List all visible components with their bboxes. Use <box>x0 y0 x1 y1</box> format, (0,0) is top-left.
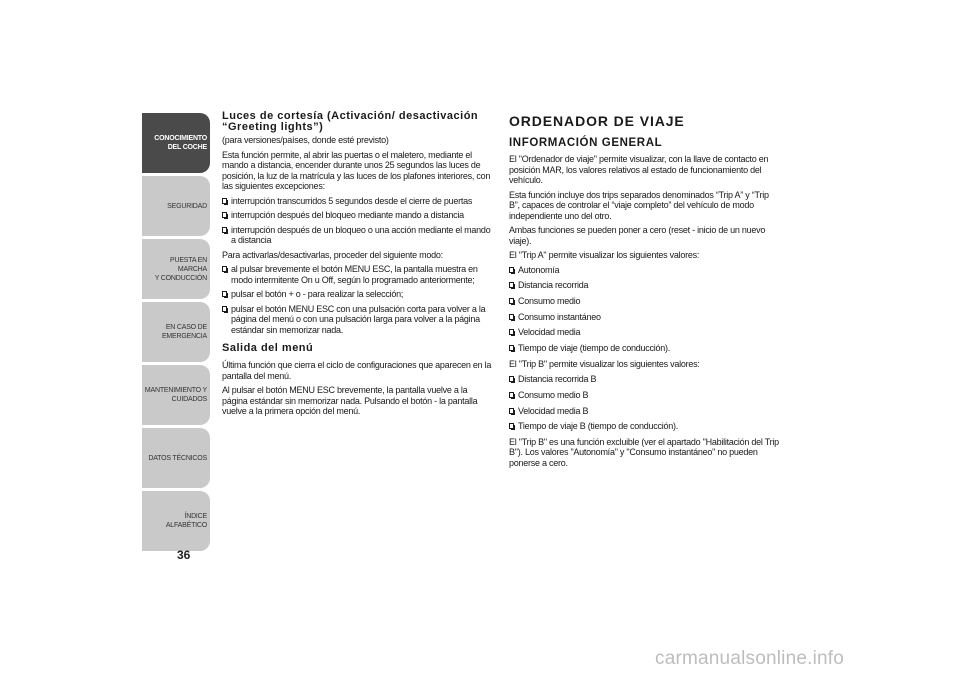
section-subtitle-informacion: INFORMACIÓN GENERAL <box>509 137 663 149</box>
list-item: Consumo instantáneo <box>509 312 781 323</box>
tab-datos-tecnicos[interactable]: DATOS TÉCNICOS <box>142 428 210 488</box>
checkbox-bullet-icon <box>509 267 514 273</box>
steps-list <box>222 264 494 335</box>
checkbox-bullet-icon <box>509 314 514 320</box>
section-heading-salida-menu: Salida del menú <box>222 342 314 354</box>
checkbox-bullet-icon <box>222 227 227 233</box>
checkbox-bullet-icon <box>222 198 227 204</box>
trip-b-list <box>509 374 781 432</box>
list-item: pulsar el botón MENU ESC con una pulsación corta para volver a la página del menú o con una pulsación larga para volver a la página estándar sin memorizar nada. <box>222 304 494 336</box>
tab-indice-alfabetico[interactable]: ÍNDICE ALFABÉTICO <box>142 491 210 551</box>
paragraph-1: El "Ordenador de viaje" permite visualizar, con la llave de contacto en posición MAR, los valores relativos al estado de funcionamiento del vehículo. <box>509 154 769 185</box>
checkbox-bullet-icon <box>509 298 514 304</box>
tab-en-caso-de-emergencia[interactable]: EN CASO DE EMERGENCIA <box>142 302 210 362</box>
list-item: interrupción transcurridos 5 segundos desde el cierre de puertas <box>222 196 494 207</box>
exit-paragraph-2: Al pulsar el botón MENU ESC brevemente, la pantalla vuelve a la página estándar sin memorizar nada. Pulsando el botón - la pantalla vuelve a la primera opción del menú. <box>222 385 478 416</box>
checkbox-bullet-icon <box>509 376 514 382</box>
checkbox-bullet-icon <box>509 408 514 414</box>
paragraph-3: Ambas funciones se pueden poner a cero (reset - inicio de un nuevo viaje). <box>509 225 766 246</box>
section-heading-greeting-lights: Luces de cortesía (Activación/ desactivación “Greeting lights”) <box>222 110 479 133</box>
list-item: Velocidad media B <box>509 406 781 417</box>
page-number: 36 <box>177 548 191 562</box>
checkbox-bullet-icon <box>509 392 514 398</box>
final-note: El "Trip B" es una función excluible (ver el apartado "Habilitación del Trip B"). Los valores "Autonomía" y "Consumo instantáneo" no pueden ponerse a cero. <box>509 436 779 468</box>
intro-paragraph: Esta función permite, al abrir las puertas o el maletero, mediante el mando a distancia, encender durante unos 25 segundos las luces de posición, la luz de la matrícula y las luces de los plafones interiores, con las siguientes excepciones: <box>222 149 491 191</box>
checkbox-bullet-icon <box>509 329 514 335</box>
list-item: Consumo medio B <box>509 390 781 401</box>
trip-a-intro: El "Trip A" permite visualizar los siguientes valores: <box>509 250 700 260</box>
list-item: al pulsar brevemente el botón MENU ESC, la pantalla muestra en modo intermitente On u Off, según lo programado anteriormente; <box>222 264 494 285</box>
tab-mantenimiento[interactable]: MANTENIMIENTO Y CUIDADOS <box>142 365 210 425</box>
watermark-text: carmanualsonline.info <box>655 648 845 669</box>
page-title: ORDENADOR DE VIAJE <box>509 113 685 129</box>
list-item: interrupción después de un bloqueo o una acción mediante el mando a distancia <box>222 225 494 246</box>
checkbox-bullet-icon <box>222 306 227 312</box>
list-item: Velocidad media <box>509 327 781 338</box>
exceptions-list <box>222 196 494 246</box>
left-column <box>222 111 494 421</box>
trip-b-intro: El "Trip B" permite visualizar los siguientes valores: <box>509 358 700 369</box>
tab-seguridad[interactable]: SEGURIDAD <box>142 176 210 236</box>
checkbox-bullet-icon <box>509 282 514 288</box>
list-item: pulsar el botón + o - para realizar la selección; <box>222 289 494 300</box>
exit-paragraph-1: Última función que cierra el ciclo de configuraciones que aparecen en la pantalla del menú. <box>222 360 492 381</box>
trip-a-list <box>509 265 781 354</box>
procedure-intro: Para activarlas/desactivarlas, proceder del siguiente modo: <box>222 249 443 260</box>
checkbox-bullet-icon <box>509 423 514 429</box>
tab-puesta-en-marcha[interactable]: PUESTA EN MARCHA Y CONDUCCIÓN <box>142 239 210 299</box>
list-item: Consumo medio <box>509 296 781 307</box>
checkbox-bullet-icon <box>509 345 514 351</box>
list-item: Tiempo de viaje (tiempo de conducción). <box>509 343 781 354</box>
checkbox-bullet-icon <box>222 291 227 297</box>
list-item: Tiempo de viaje B (tiempo de conducción). <box>509 421 781 432</box>
list-item: interrupción después del bloqueo mediante mando a distancia <box>222 210 494 221</box>
paragraph-2: Esta función incluye dos trips separados denominados “Trip A” y “Trip B”, capaces de controlar el “viaje completo” del vehículo de modo independiente uno del otro. <box>509 189 769 221</box>
list-item: Autonomía <box>509 265 781 276</box>
checkbox-bullet-icon <box>222 266 227 272</box>
list-item: Distancia recorrida B <box>509 374 781 385</box>
tab-conocimiento-del-coche[interactable]: CONOCIMIENTO DEL COCHE <box>142 113 210 173</box>
section-subtitle: (para versiones/países, donde esté previsto) <box>222 135 389 145</box>
list-item: Distancia recorrida <box>509 280 781 291</box>
checkbox-bullet-icon <box>222 212 227 218</box>
right-column <box>509 111 781 472</box>
